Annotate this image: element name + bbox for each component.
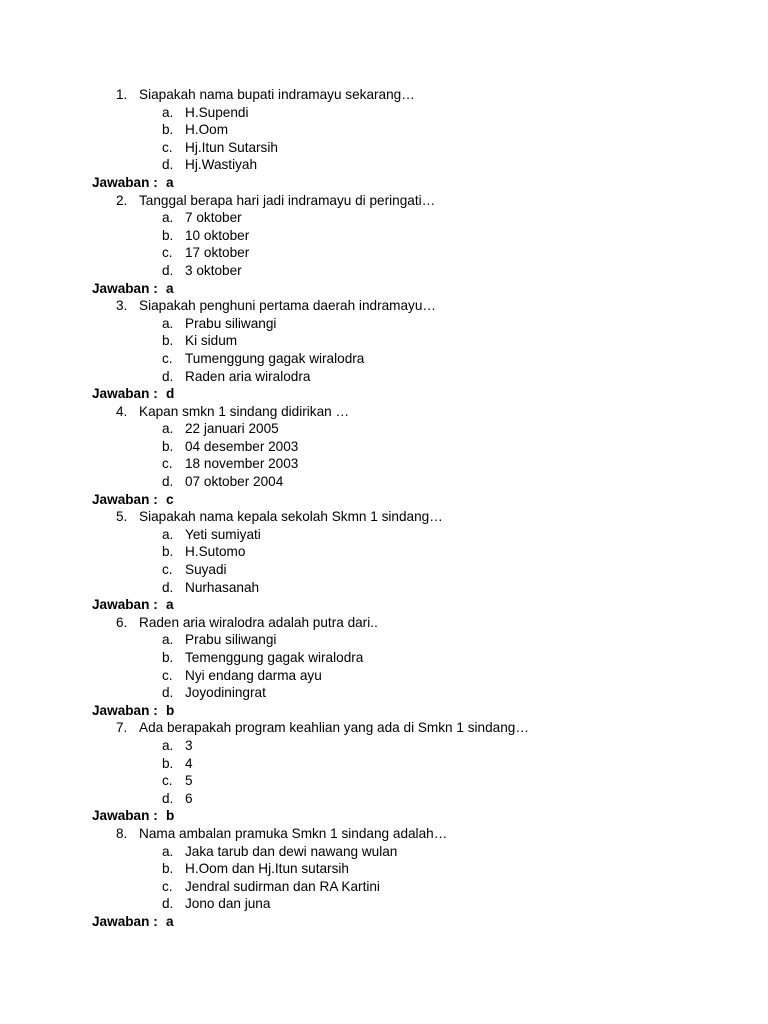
answer-value: a xyxy=(166,280,174,296)
option-letter: b. xyxy=(162,755,174,771)
answer-line xyxy=(0,702,768,720)
option-text: 3 oktober xyxy=(185,262,242,278)
question-text: Siapakah nama bupati indramayu sekarang… xyxy=(139,87,415,102)
question-number: 3. xyxy=(116,298,128,314)
question-number: 2. xyxy=(116,192,128,208)
option-letter: c. xyxy=(162,456,173,472)
option-item xyxy=(0,332,768,350)
question-block-4 xyxy=(0,403,768,509)
option-text: Nyi endang darma ayu xyxy=(185,667,322,683)
option-list xyxy=(0,209,768,279)
option-item xyxy=(0,737,768,755)
option-text: Suyadi xyxy=(185,562,227,578)
option-text: 18 november 2003 xyxy=(185,456,299,472)
option-item xyxy=(0,420,768,438)
question-line xyxy=(0,825,768,843)
question-line xyxy=(0,86,768,104)
option-text: 04 desember 2003 xyxy=(185,438,299,454)
question-line xyxy=(0,192,768,210)
question-number: 6. xyxy=(116,614,128,630)
option-text: Ki sidum xyxy=(185,333,238,349)
answer-label: Jawaban : xyxy=(92,597,158,613)
option-list xyxy=(0,315,768,385)
question-text: Raden aria wiralodra adalah putra dari.. xyxy=(139,614,378,630)
option-item xyxy=(0,262,768,280)
question-block-5 xyxy=(0,508,768,614)
option-letter: d. xyxy=(162,368,174,384)
question-block-8 xyxy=(0,825,768,931)
option-list xyxy=(0,737,768,807)
answer-value: a xyxy=(166,597,174,613)
answer-value: c xyxy=(166,491,174,507)
option-letter: c. xyxy=(162,350,173,366)
answer-label: Jawaban : xyxy=(92,280,158,296)
answer-line xyxy=(0,385,768,403)
answer-label: Jawaban : xyxy=(92,702,158,718)
question-line xyxy=(0,614,768,632)
question-number: 1. xyxy=(116,87,128,102)
option-letter: a. xyxy=(162,421,174,437)
option-letter: c. xyxy=(162,667,173,683)
answer-label: Jawaban : xyxy=(92,174,158,190)
option-text: 10 oktober xyxy=(185,227,250,243)
option-text: Hj.Wastiyah xyxy=(185,157,258,173)
option-text: Jaka tarub dan dewi nawang wulan xyxy=(185,843,398,859)
question-line xyxy=(0,719,768,737)
option-letter: d. xyxy=(162,790,174,806)
option-list xyxy=(0,420,768,490)
option-letter: a. xyxy=(162,737,174,753)
option-item xyxy=(0,860,768,878)
option-letter: d. xyxy=(162,579,174,595)
option-letter: c. xyxy=(162,139,173,155)
option-text: Prabu siliwangi xyxy=(185,632,277,648)
option-item xyxy=(0,156,768,174)
option-item xyxy=(0,121,768,139)
option-item xyxy=(0,772,768,790)
option-item xyxy=(0,350,768,368)
option-item xyxy=(0,526,768,544)
option-item xyxy=(0,244,768,262)
answer-line xyxy=(0,280,768,298)
option-text: H.Supendi xyxy=(185,104,249,120)
option-text: H.Oom xyxy=(185,122,229,138)
option-item xyxy=(0,790,768,808)
answer-line xyxy=(0,491,768,509)
option-item xyxy=(0,543,768,561)
option-item xyxy=(0,455,768,473)
option-letter: c. xyxy=(162,773,173,789)
option-item xyxy=(0,139,768,157)
answer-value: b xyxy=(166,808,175,824)
option-item xyxy=(0,684,768,702)
question-block-6 xyxy=(0,614,768,720)
option-text: Temenggung gagak wiralodra xyxy=(185,650,364,665)
option-letter: a. xyxy=(162,104,174,120)
option-text: Hj.Itun Sutarsih xyxy=(185,139,278,155)
question-number: 7. xyxy=(116,720,128,736)
answer-line xyxy=(0,174,768,192)
question-text: Siapakah nama kepala sekolah Skmn 1 sindang… xyxy=(139,509,443,525)
answer-line xyxy=(0,807,768,825)
option-item xyxy=(0,104,768,122)
question-text: Ada berapakah program keahlian yang ada di Smkn 1 sindang… xyxy=(139,720,529,736)
option-letter: b. xyxy=(162,333,174,349)
option-item xyxy=(0,878,768,896)
option-item xyxy=(0,631,768,649)
option-letter: a. xyxy=(162,526,174,542)
question-number: 4. xyxy=(116,403,128,419)
question-number: 5. xyxy=(116,509,128,525)
option-letter: b. xyxy=(162,438,174,454)
question-line xyxy=(0,508,768,526)
option-letter: d. xyxy=(162,474,174,490)
option-letter: b. xyxy=(162,650,174,665)
answer-label: Jawaban : xyxy=(92,808,158,824)
option-letter: a. xyxy=(162,210,174,226)
option-letter: a. xyxy=(162,315,174,331)
document-body xyxy=(0,86,768,931)
option-text: 5 xyxy=(185,773,193,789)
option-text: Tumenggung gagak wiralodra xyxy=(185,350,365,366)
question-block-1 xyxy=(0,86,768,192)
option-text: H.Oom dan Hj.Itun sutarsih xyxy=(185,861,349,877)
answer-label: Jawaban : xyxy=(92,913,158,929)
option-text: 7 oktober xyxy=(185,210,242,226)
option-text: Yeti sumiyati xyxy=(185,526,261,542)
option-text: Nurhasanah xyxy=(185,579,260,595)
option-letter: c. xyxy=(162,878,173,894)
option-list xyxy=(0,631,768,701)
option-item xyxy=(0,843,768,861)
answer-label: Jawaban : xyxy=(92,491,158,507)
option-text: 07 oktober 2004 xyxy=(185,474,284,490)
option-letter: d. xyxy=(162,685,174,701)
option-letter: b. xyxy=(162,861,174,877)
option-text: Jendral sudirman dan RA Kartini xyxy=(185,878,380,894)
option-text: Raden aria wiralodra xyxy=(185,368,311,384)
option-item xyxy=(0,473,768,491)
option-item xyxy=(0,368,768,386)
answer-label: Jawaban : xyxy=(92,386,158,402)
option-list xyxy=(0,526,768,596)
question-line xyxy=(0,403,768,421)
option-item xyxy=(0,895,768,913)
option-text: 22 januari 2005 xyxy=(185,421,279,437)
option-text: 3 xyxy=(185,737,193,753)
option-item xyxy=(0,209,768,227)
option-letter: a. xyxy=(162,843,174,859)
option-text: 17 oktober xyxy=(185,245,250,261)
answer-value: a xyxy=(166,174,174,190)
option-text: Joyodiningrat xyxy=(185,685,266,701)
option-letter: b. xyxy=(162,227,174,243)
option-letter: d. xyxy=(162,157,174,173)
question-number: 8. xyxy=(116,825,128,841)
option-item xyxy=(0,561,768,579)
option-letter: a. xyxy=(162,632,174,648)
question-text: Siapakah penghuni pertama daerah indramayu… xyxy=(139,298,436,314)
question-text: Tanggal berapa hari jadi indramayu di peringati… xyxy=(139,192,436,208)
option-list xyxy=(0,843,768,913)
question-text: Nama ambalan pramuka Smkn 1 sindang adalah… xyxy=(139,825,448,841)
option-text: 4 xyxy=(185,755,193,771)
option-letter: b. xyxy=(162,544,174,560)
question-line xyxy=(0,297,768,315)
option-item xyxy=(0,649,768,667)
option-letter: b. xyxy=(162,122,174,138)
question-block-3 xyxy=(0,297,768,403)
option-letter: c. xyxy=(162,562,173,578)
question-block-7 xyxy=(0,719,768,825)
answer-value: d xyxy=(166,386,175,402)
answer-line xyxy=(0,913,768,931)
option-letter: d. xyxy=(162,262,174,278)
option-letter: d. xyxy=(162,896,174,912)
question-text: Kapan smkn 1 sindang didirikan … xyxy=(139,403,350,419)
option-list xyxy=(0,104,768,174)
answer-value: a xyxy=(166,913,174,929)
answer-line xyxy=(0,596,768,614)
option-text: 6 xyxy=(185,790,193,806)
option-item xyxy=(0,755,768,773)
option-item xyxy=(0,438,768,456)
option-item xyxy=(0,667,768,685)
option-letter: c. xyxy=(162,245,173,261)
option-item xyxy=(0,315,768,333)
option-text: H.Sutomo xyxy=(185,544,246,560)
option-item xyxy=(0,579,768,597)
option-text: Jono dan juna xyxy=(185,896,271,912)
option-item xyxy=(0,227,768,245)
option-text: Prabu siliwangi xyxy=(185,315,277,331)
answer-value: b xyxy=(166,702,175,718)
question-block-2 xyxy=(0,192,768,298)
